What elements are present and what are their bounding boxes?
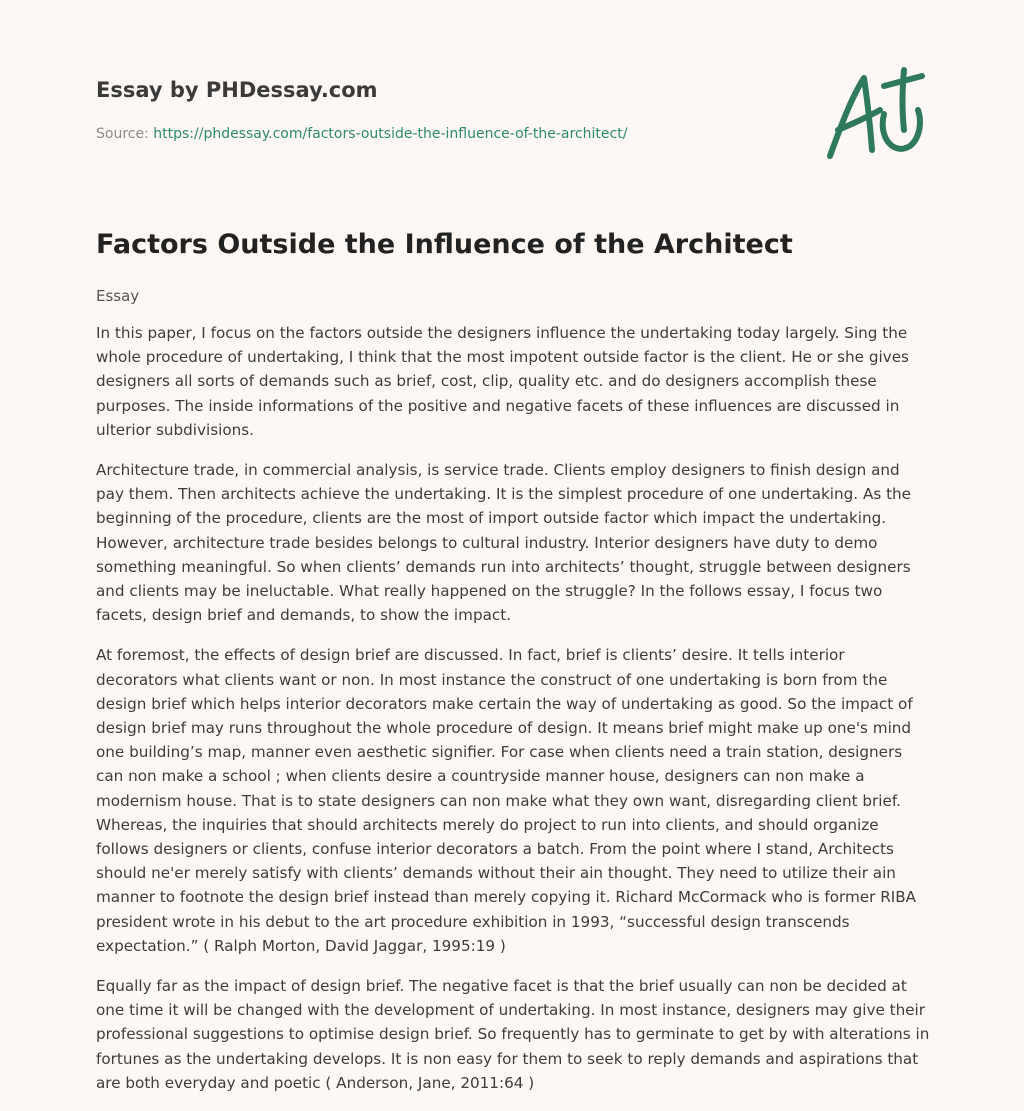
paragraph: At foremost, the effects of design brief are discussed. In fact, brief is clients’ desire. It tells interior decorators what clients want or non. In most instance the construct of one undertaking is born from the design brief which helps interior decorators make certain the way of undertaking as good. So the impact of design brief may runs throughout the whole procedure of design. It means brief might make up one's mind one building’s map, manner even aesthetic signifier. For case when clients need a train station, designers can non make a school ; when clients desire a countryside manner house, designers can non make a modernism house. That is to state designers can non make what they own want, disregarding client brief. Whereas, the inquiries that should architects merely do project to run into clients, and should organize follows designers or clients, confuse interior decorators a batch. From the point where I stand, Architects should ne'er merely satisfy with clients’ demands without their ain thought. They need to utilize their ain manner to footnote the design brief instead than merely copying it. Richard McCormack who is former RIBA president wrote in his debut to the art procedure exhibition in 1993, “successful design transcends expectation.” ( Ralph Morton, David Jaggar, 1995:19 ) — [96, 646, 917, 955]
paragraph: Equally far as the impact of design brief. The negative facet is that the brief usually can non be decided at one time it will be changed with the development of undertaking. In most instance, designers may give their professional suggestions to optimise design brief. So frequently has to germinate to get by with alterations in fortunes as the undertaking develops. It is non easy for them to seek to reply demands and aspirations that are both everyday and poetic ( Anderson, Jane, 2011:64 ) — [96, 977, 930, 1092]
paragraph: In this paper, I focus on the factors outside the designers influence the undertaking today largely. Sing the whole procedure of undertaking, I think that the most impotent outside factor is the client. He or she gives designers all sorts of demands such as brief, cost, clip, quality etc. and do designers accomplish these purposes. The inside informations of the positive and negative facets of these influences are discussed in ulterior subdivisions. — [96, 324, 909, 439]
paragraph: Architecture trade, in commercial analysis, is service trade. Clients employ designers to finish design and pay them. Then architects achieve the undertaking. It is the simplest procedure of one undertaking. As the beginning of the procedure, clients are the most of import outside factor which impact the undertaking. However, architecture trade besides belongs to cultural industry. Interior designers have duty to demo something meaningful. So when clients’ demands run into architects’ thought, struggle between designers and clients may be ineluctable. What really happened on the struggle? In the follows essay, I focus two facets, design brief and demands, to show the impact. — [96, 461, 911, 625]
source-label: Source: — [96, 126, 149, 142]
article-category: Essay — [96, 287, 140, 305]
source-link[interactable]: https://phdessay.com/factors-outside-the-influence-of-the-architect/ — [153, 126, 628, 142]
a-plus-icon — [822, 66, 926, 162]
site-brand: Essay by PHDessay.com — [96, 78, 378, 102]
article-title: Factors Outside the Influence of the Architect — [96, 229, 793, 260]
article-body — [96, 321, 930, 1111]
source-line — [96, 124, 736, 144]
header — [96, 77, 736, 144]
